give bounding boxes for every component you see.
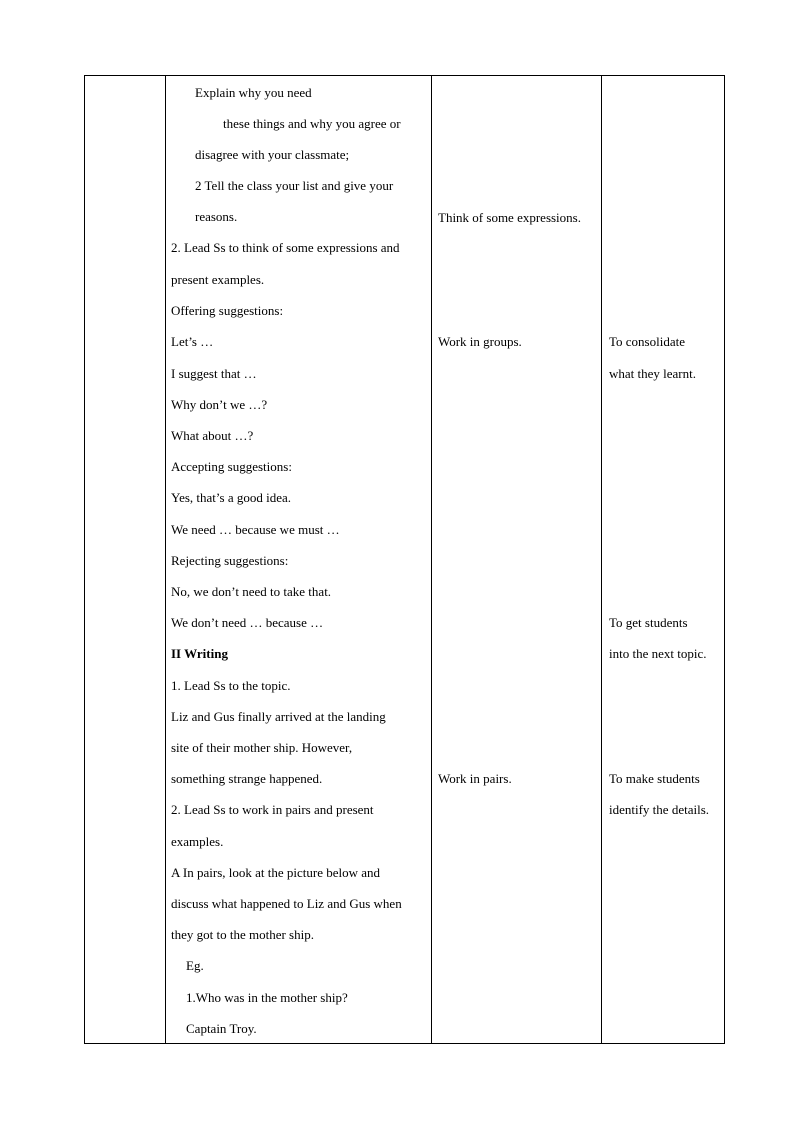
procedure-line: Why don’t we …?	[171, 397, 268, 412]
procedure-line: 1.Who was in the mother ship?	[186, 990, 348, 1005]
procedure-line: 2. Lead Ss to work in pairs and present	[171, 802, 374, 817]
teacher-procedure-column	[165, 76, 431, 1043]
procedure-line: something strange happened.	[171, 771, 323, 786]
purpose-line: To consolidate	[609, 334, 685, 349]
procedure-line: No, we don’t need to take that.	[171, 584, 332, 599]
procedure-line: What about …?	[171, 428, 254, 443]
lesson-plan-table	[84, 75, 725, 1044]
procedure-line: reasons.	[195, 209, 238, 224]
section-heading: Offering suggestions:	[171, 303, 284, 318]
section-heading: Accepting suggestions:	[171, 459, 292, 474]
procedure-line: Explain why you need	[195, 85, 312, 100]
procedure-line: these things and why you agree or	[223, 116, 401, 131]
purpose-line: To make students	[609, 771, 700, 786]
procedure-line: 2. Lead Ss to think of some expressions and	[171, 240, 400, 255]
procedure-line: I suggest that …	[171, 366, 257, 381]
writing-section-title: II Writing	[171, 646, 228, 661]
procedure-line: We need … because we must …	[171, 522, 340, 537]
procedure-line: Eg.	[186, 958, 204, 973]
procedure-line: Captain Troy.	[186, 1021, 257, 1036]
procedure-line: disagree with your classmate;	[195, 147, 350, 162]
procedure-line: site of their mother ship. However,	[171, 740, 353, 755]
purpose-line: what they learnt.	[609, 366, 696, 381]
procedure-line: Let’s …	[171, 334, 214, 349]
procedure-line: A In pairs, look at the picture below and	[171, 865, 381, 880]
procedure-line: 1. Lead Ss to the topic.	[171, 678, 291, 693]
stage-column	[85, 76, 165, 1043]
student-activity: Work in groups.	[438, 334, 522, 349]
procedure-line: 2 Tell the class your list and give your	[195, 178, 394, 193]
student-activity: Think of some expressions.	[438, 210, 581, 225]
procedure-line: We don’t need … because …	[171, 615, 324, 630]
procedure-line: Liz and Gus finally arrived at the landing	[171, 709, 386, 724]
procedure-line: examples.	[171, 834, 224, 849]
purpose-column	[601, 76, 725, 1043]
procedure-line: present examples.	[171, 272, 265, 287]
procedure-line: Yes, that’s a good idea.	[171, 490, 292, 505]
purpose-line: identify the details.	[609, 802, 710, 817]
student-activity-column	[431, 76, 601, 1043]
procedure-line: they got to the mother ship.	[171, 927, 314, 942]
procedure-line: discuss what happened to Liz and Gus when	[171, 896, 402, 911]
student-activity: Work in pairs.	[438, 771, 512, 786]
purpose-line: into the next topic.	[609, 646, 707, 661]
section-heading: Rejecting suggestions:	[171, 553, 289, 568]
purpose-line: To get students	[609, 615, 688, 630]
